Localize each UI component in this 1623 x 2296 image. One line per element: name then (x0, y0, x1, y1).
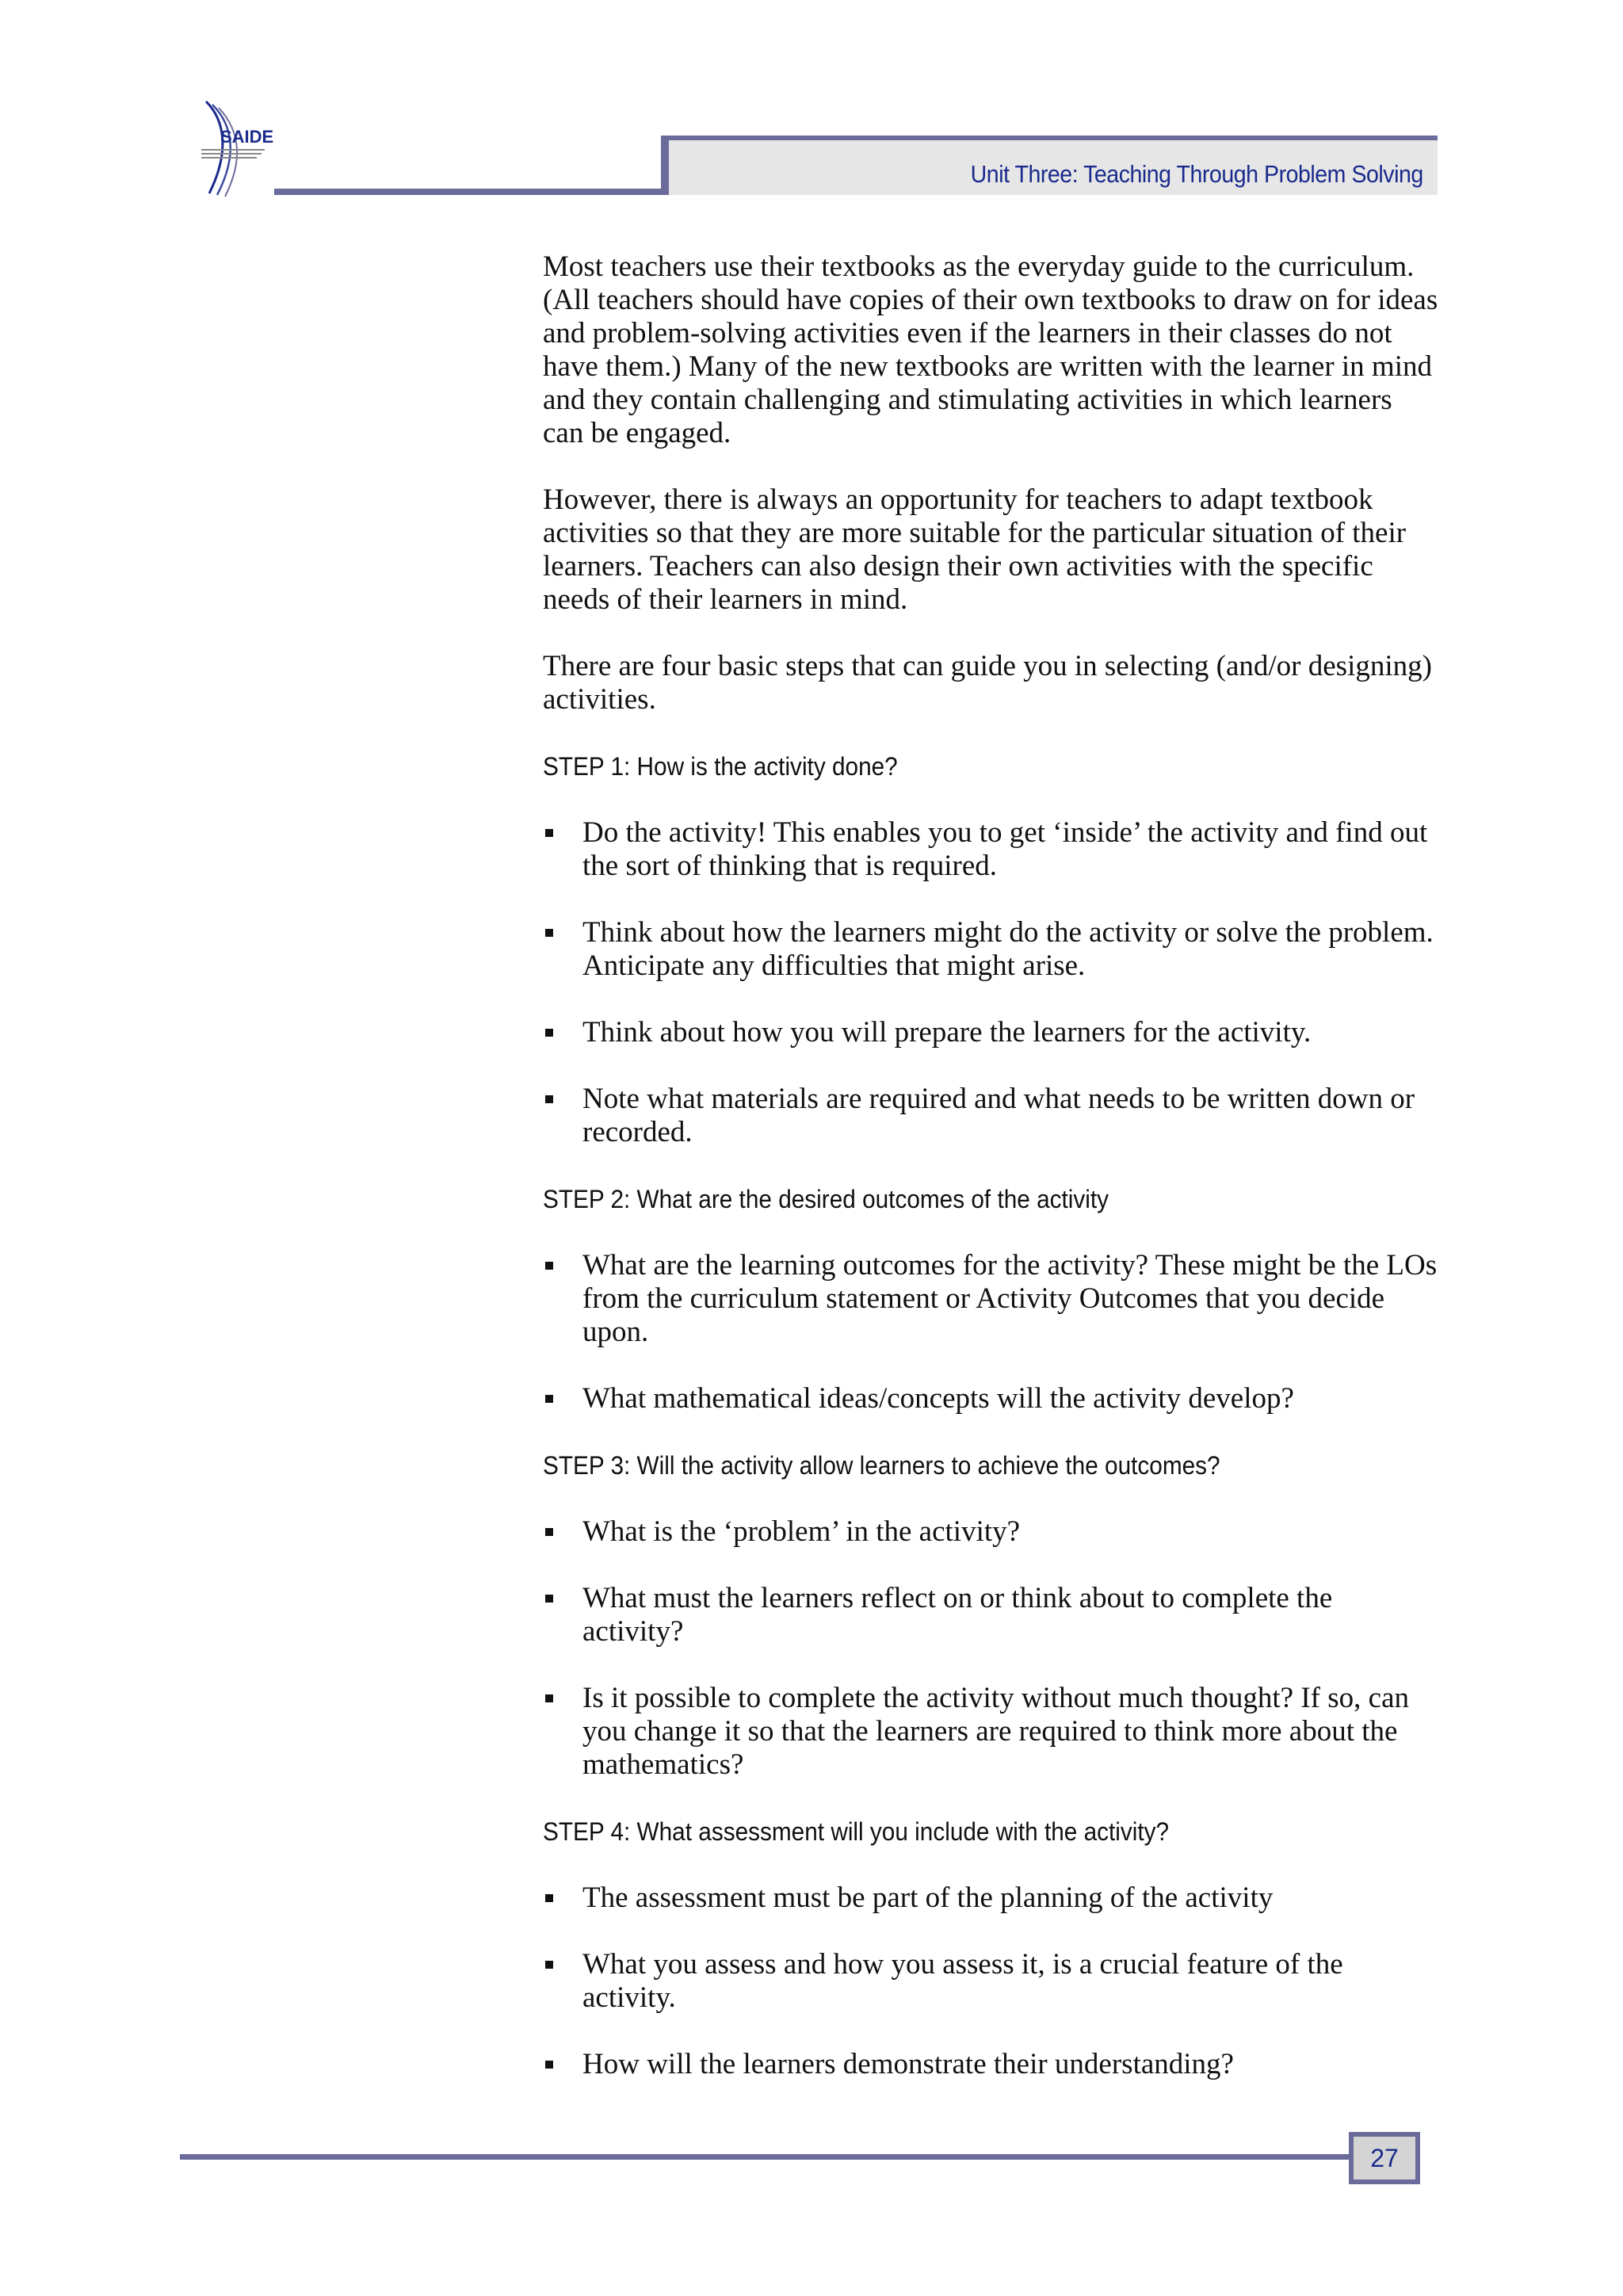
list-item (543, 1948, 1438, 2015)
page-number: 27 (1370, 2143, 1399, 2172)
square-bullet-icon (545, 1029, 553, 1037)
bullet-text: What mathematical ideas/concepts will the activity develop? (582, 1382, 1294, 1415)
square-bullet-icon (545, 929, 553, 937)
list-item (543, 1249, 1438, 1349)
square-bullet-icon (545, 1095, 553, 1103)
step-2-list (543, 1249, 1438, 1415)
list-item (543, 1083, 1438, 1149)
list-item (543, 2048, 1438, 2081)
square-bullet-icon (545, 2061, 553, 2069)
footer-rule (180, 2154, 1351, 2160)
bullet-text: Note what materials are required and what needs to be written down or recorded. (582, 1083, 1415, 1148)
square-bullet-icon (545, 1694, 553, 1702)
bullet-text: The assessment must be part of the planning of the activity (582, 1881, 1274, 1914)
bullet-text: What is the ‘problem’ in the activity? (582, 1515, 1021, 1548)
intro-paragraph-1: Most teachers use their textbooks as the everyday guide to the curriculum. (All teachers should have copies of their own textbooks to draw on for ideas and problem-solving activities even if the learners in their classes do not have them.) Many of the new textbooks are written with the learner in mind and they contain challenging and stimulating activities in which learners can be engaged. (543, 250, 1438, 449)
square-bullet-icon (545, 829, 553, 837)
square-bullet-icon (545, 1262, 553, 1270)
intro-paragraph-3: There are four basic steps that can guide you in selecting (and/or designing) activities. (543, 650, 1432, 716)
intro-paragraph-2: However, there is always an opportunity for teachers to adapt textbook activities so that they are more suitable for the particular situation of their learners. Teachers can also design their own activities with the specific needs of their learners in mind. (543, 483, 1407, 616)
saide-logo (189, 97, 277, 200)
bullet-text: Think about how the learners might do the activity or solve the problem. Anticipate any difficulties that might arise. (582, 916, 1434, 982)
list-item (543, 1382, 1438, 1415)
list-item (543, 1016, 1438, 1049)
square-bullet-icon (545, 1395, 553, 1403)
unit-title: Unit Three: Teaching Through Problem Solving (970, 160, 1423, 188)
list-item (543, 916, 1438, 983)
step-3-heading: STEP 3: Will the activity allow learners to achieve the outcomes? (543, 1451, 1220, 1480)
bullet-text: Is it possible to complete the activity without much thought? If so, can you change it so that the learners are required to think more about the mathematics? (582, 1682, 1409, 1781)
bullet-text: Think about how you will prepare the learners for the activity. (582, 1016, 1312, 1049)
bullet-text: What you assess and how you assess it, is a crucial feature of the activity. (582, 1948, 1343, 2014)
header-rule (274, 189, 669, 195)
square-bullet-icon (545, 1894, 553, 1902)
list-item (543, 1682, 1438, 1782)
saide-logo-graphic (189, 97, 277, 200)
page-body (543, 250, 1438, 2115)
bullet-text: What must the learners reflect on or think about to complete the activity? (582, 1582, 1333, 1648)
list-item (543, 1881, 1438, 1915)
bullet-text: What are the learning outcomes for the activity? These might be the LOs from the curriculum statement or Activity Outcomes that you decide upon. (582, 1249, 1438, 1348)
step-1-heading: STEP 1: How is the activity done? (543, 752, 898, 781)
bullet-text: Do the activity! This enables you to get ‘inside’ the activity and find out the sort of thinking that is required. (582, 816, 1428, 882)
logo-wordmark: SAIDE (220, 127, 274, 147)
step-4-heading: STEP 4: What assessment will you include with the activity? (543, 1817, 1170, 1846)
bullet-text: How will the learners demonstrate their understanding? (582, 2048, 1234, 2080)
square-bullet-icon (545, 1528, 553, 1536)
header-banner (661, 136, 1438, 195)
list-item (543, 1515, 1438, 1549)
list-item (543, 1582, 1438, 1648)
step-4-list (543, 1881, 1438, 2081)
page-number-box (1349, 2132, 1420, 2184)
step-3-list (543, 1515, 1438, 1782)
list-item (543, 816, 1438, 883)
step-2-heading: STEP 2: What are the desired outcomes of the activity (543, 1185, 1109, 1213)
square-bullet-icon (545, 1595, 553, 1603)
square-bullet-icon (545, 1961, 553, 1969)
step-1-list (543, 816, 1438, 1149)
